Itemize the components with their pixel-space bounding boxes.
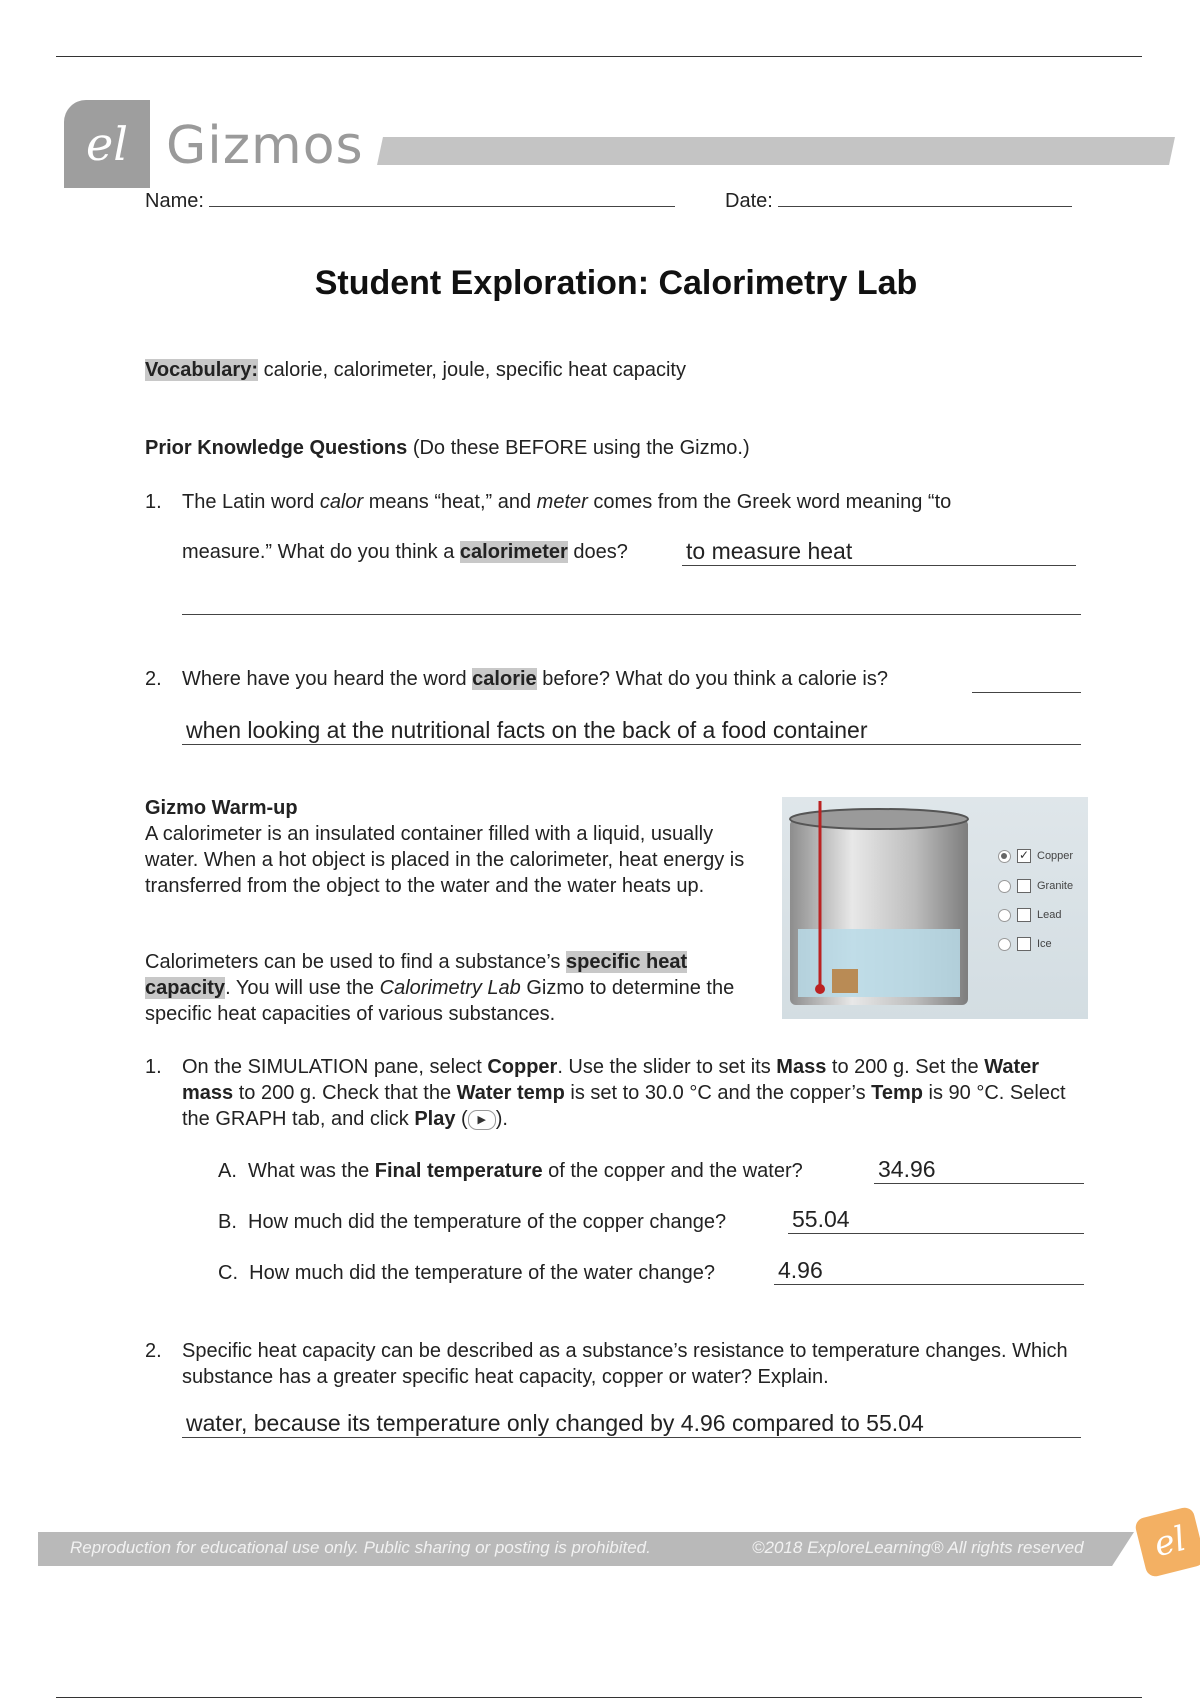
wu-q2-number: 2. <box>145 1340 162 1362</box>
page-title: Student Exploration: Calorimetry Lab <box>314 264 918 302</box>
name-field[interactable] <box>209 188 675 207</box>
checkbox-icon <box>1017 908 1031 922</box>
wu-q1b-answer[interactable]: 55.04 <box>788 1205 1084 1234</box>
wu-q2-text: Specific heat capacity can be described as a substance’s resistance to temperature changes. Which substance has a greater specific heat capacity, copper or water? Explain. <box>182 1340 1068 1388</box>
date-row <box>725 188 1072 213</box>
pk-q1-number: 1. <box>145 491 162 513</box>
check-icon: ✓ <box>1018 848 1030 862</box>
pk-q1-line1: The Latin word calor means “heat,” and meter comes from the Greek word meaning “to <box>182 491 952 513</box>
prior-knowledge-heading <box>145 437 750 460</box>
radio-icon <box>998 880 1011 893</box>
pk-q2-question: Where have you heard the word calorie before? What do you think a calorie is? <box>182 668 888 690</box>
wu-q1b-question: B. How much did the temperature of the copper change? <box>218 1211 727 1233</box>
vocabulary-terms: calorie, calorimeter, joule, specific heat capacity <box>263 359 686 381</box>
wu-q1a-question: A. What was the Final temperature of the copper and the water? <box>218 1160 803 1182</box>
date-label: Date: <box>725 190 773 212</box>
wu-q1-number: 1. <box>145 1056 162 1078</box>
pk-q1-answer[interactable]: to measure heat <box>682 537 1076 566</box>
sim-option-lead[interactable]: Lead <box>998 908 1061 922</box>
play-icon: ▶ <box>468 1110 496 1130</box>
radio-icon <box>998 909 1011 922</box>
pk-q1-line2: measure.” What do you think a calorimeter does? <box>182 541 628 563</box>
wu-q1-text: On the SIMULATION pane, select Copper. Use the slider to set its Mass to 200 g. Set the Water mass to 200 g. Check that the Water temp is set to 30.0 °C and the copper’s Temp is 90 °C. Select the GRAPH tab, and click Play ( ▶ ). <box>182 1056 1066 1130</box>
vocabulary-label: Vocabulary: <box>145 359 258 381</box>
pk-q2-blank[interactable] <box>972 665 1081 693</box>
bottom-rule <box>56 1697 1142 1698</box>
sim-option-granite[interactable]: Granite <box>998 879 1073 893</box>
footer-notice: Reproduction for educational use only. Public sharing or posting is prohibited. <box>70 1538 651 1557</box>
wu-q1a-answer[interactable]: 34.96 <box>874 1155 1084 1184</box>
calorimeter-simulation-image <box>782 797 1088 1019</box>
sim-option-ice[interactable]: Ice <box>998 937 1052 951</box>
prior-knowledge-title: Prior Knowledge Questions <box>145 437 408 459</box>
warmup-heading: Gizmo Warm-up <box>145 797 298 819</box>
wu-q1c-question: C. How much did the temperature of the water change? <box>218 1262 715 1284</box>
radio-icon <box>998 938 1011 951</box>
radio-icon <box>998 850 1011 863</box>
vocabulary-line <box>145 359 686 382</box>
top-rule <box>56 56 1142 57</box>
pk-q1-answer-line2[interactable] <box>182 587 1081 615</box>
checkbox-icon <box>1017 937 1031 951</box>
wu-q2-answer[interactable]: water, because its temperature only changed by 4.96 compared to 55.04 <box>182 1409 1081 1438</box>
date-field[interactable] <box>778 188 1072 207</box>
name-label: Name: <box>145 190 204 212</box>
sim-option-copper[interactable]: ✓ Copper <box>998 849 1073 863</box>
wu-q1c-answer[interactable]: 4.96 <box>774 1256 1084 1285</box>
header-banner <box>377 137 1175 165</box>
explorelearning-logo: el <box>64 100 150 188</box>
pk-q2-number: 2. <box>145 668 162 690</box>
explorelearning-corner-logo: el <box>1134 1506 1200 1579</box>
warmup-paragraph-1: A calorimeter is an insulated container filled with a liquid, usually water. When a hot object is placed in the calorimeter, heat energy is transferred from the object to the water and the water heats up. <box>145 823 745 897</box>
footer-copyright: ©2018 ExploreLearning® All rights reserved <box>752 1538 1084 1557</box>
warmup-paragraph-2: Calorimeters can be used to find a substance’s specific heat capacity. You will use the Calorimetry Lab Gizmo to determine the specific heat capacities of various substances. <box>145 951 735 1025</box>
pk-q2-answer[interactable]: when looking at the nutritional facts on the back of a food container <box>182 716 1081 745</box>
gizmos-brand: Gizmos <box>166 116 364 176</box>
prior-knowledge-note: (Do these BEFORE using the Gizmo.) <box>412 437 750 459</box>
name-row <box>145 188 675 213</box>
checkbox-icon <box>1017 879 1031 893</box>
